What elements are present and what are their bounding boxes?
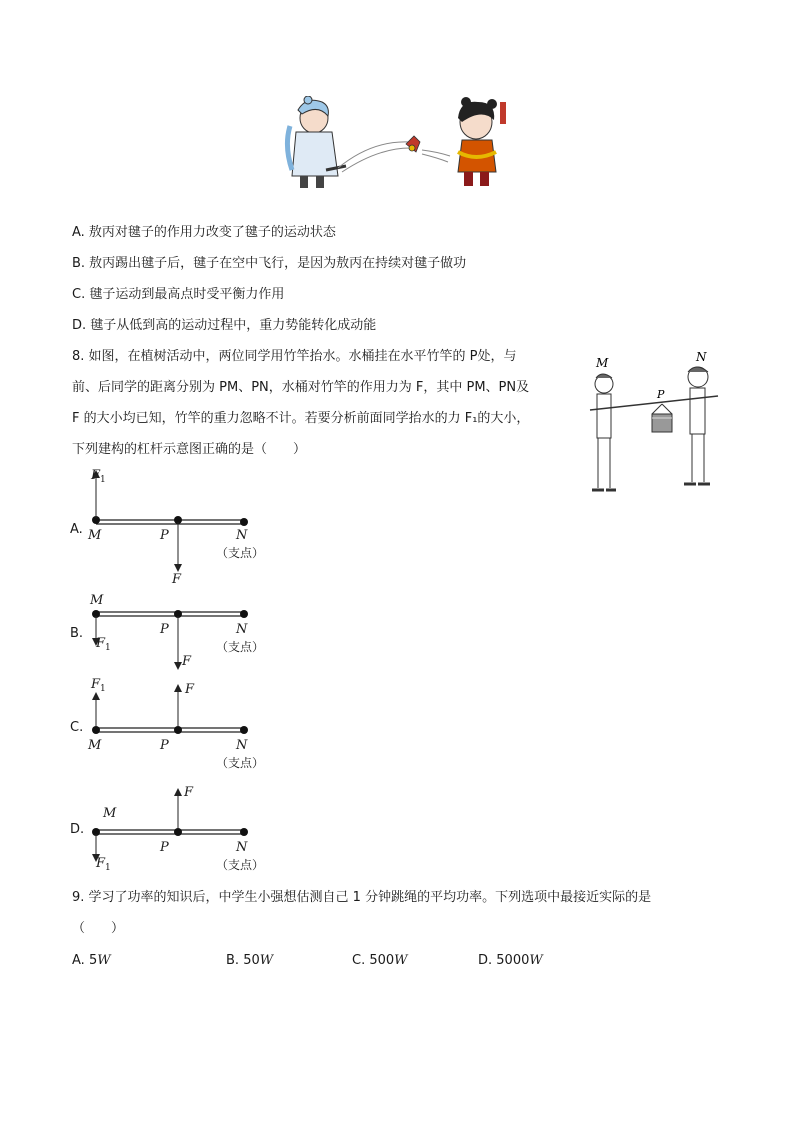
q8-stem-line-2: 前、后同学的距离分别为 PM、PN，水桶对竹竿的作用力为 F，其中 PM、PN及 (72, 380, 530, 395)
fulcrum-label: （支点） (216, 756, 265, 770)
q8-option-b-diagram (70, 592, 290, 682)
force-f-label: F (185, 682, 195, 697)
q9-option-a: A. 5W (72, 953, 111, 968)
option-letter: C. (70, 720, 84, 735)
force-f-label: F (184, 785, 194, 800)
force-f-label: F (172, 572, 182, 587)
label-m: M (88, 528, 102, 543)
q9-option-d: D. 5000W (478, 953, 543, 968)
option-letter: D. (70, 822, 85, 837)
motion-trail (338, 142, 450, 172)
label-n: N (236, 840, 248, 855)
point-n (240, 610, 248, 618)
q7-option-c: C. 毽子运动到最高点时受平衡力作用 (72, 287, 285, 302)
back-student-figure (684, 367, 710, 484)
q9-option-b: B. 50W (226, 953, 274, 968)
point-n (240, 726, 248, 734)
q7-option-d: D. 毽子从低到高的运动过程中，重力势能转化成动能 (72, 318, 377, 333)
force-f1-label: $F_1$ (91, 677, 106, 694)
label-p: P (160, 738, 169, 753)
front-student-figure (592, 374, 616, 490)
shuttlecock-illustration (282, 96, 508, 192)
label-p: P (160, 622, 169, 637)
point-n (240, 518, 248, 526)
q8-option-d-diagram (70, 782, 290, 878)
point-n (240, 828, 248, 836)
label-m: M (88, 738, 102, 753)
force-f1-label: $F_1$ (91, 468, 106, 485)
left-character-figure (287, 96, 346, 188)
force-f-label: F (182, 654, 192, 669)
label-n: N (236, 622, 248, 637)
label-n: N (236, 738, 248, 753)
q8-option-a-diagram (70, 464, 290, 592)
point-m (92, 726, 100, 734)
label-m: M (103, 806, 117, 821)
figure-label-n: N (696, 350, 707, 364)
fulcrum-label: （支点） (216, 858, 265, 872)
fulcrum-label: （支点） (216, 640, 265, 654)
figure-label-p: P (657, 388, 665, 401)
label-p: P (160, 528, 169, 543)
force-f1-label: $F_1$ (96, 856, 111, 873)
q8-stem-line-3: F 的大小均已知，竹竿的重力忽略不计。若要分析前面同学抬水的力 F₁的大小， (72, 411, 530, 426)
label-p: P (160, 840, 169, 855)
q9-option-c: C. 500W (352, 953, 408, 968)
figure-label-m: M (596, 356, 609, 370)
force-f1-label: $F_1$ (96, 636, 111, 653)
label-m: M (90, 593, 104, 608)
q8-stem-line-4: 下列建构的杠杆示意图正确的是（ ） (72, 442, 307, 457)
point-p (174, 828, 182, 836)
right-character-figure (458, 97, 506, 186)
option-letter: A. (70, 522, 83, 537)
q9-stem-line-1: 9. 学习了功率的知识后，中学生小强想估测自己 1 分钟跳绳的平均功率。下列选项中最接近实际的是 (72, 890, 652, 905)
q8-stem-line-1: 8. 如图，在植树活动中，两位同学用竹竿抬水。水桶挂在水平竹竿的 P处，与 (72, 349, 517, 364)
q7-option-b: B. 敖丙踢出毽子后，毽子在空中飞行，是因为敖丙在持续对毽子做功 (72, 256, 467, 271)
label-n: N (236, 528, 248, 543)
q9-stem-line-2: （ ） (72, 921, 125, 936)
water-bucket-icon (652, 404, 672, 432)
q8-option-c-diagram (70, 676, 290, 776)
option-letter: B. (70, 626, 84, 641)
point-p (174, 726, 182, 734)
q8-carrying-water-figure (586, 348, 722, 496)
fulcrum-label: （支点） (216, 546, 265, 560)
q7-option-a: A. 敖丙对毽子的作用力改变了毽子的运动状态 (72, 225, 336, 240)
shuttlecock-icon (406, 136, 420, 152)
